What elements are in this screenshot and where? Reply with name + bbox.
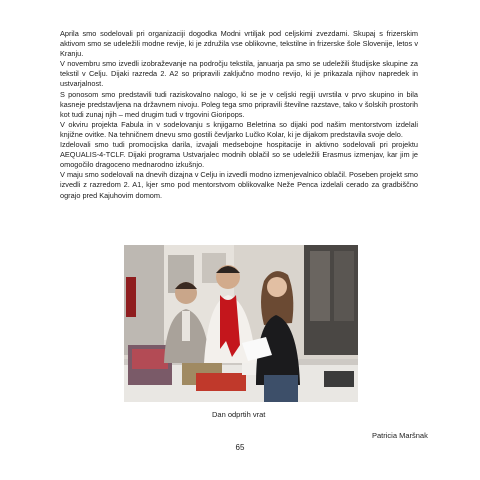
event-photo <box>124 245 358 402</box>
paragraph-5: Izdelovali smo tudi promocijska darila, izvajali medsebojne hospitacije in aktivno sodelovali pri projektu AEQUALIS-4-TCLF. Dijaki programa Ustvarjalec modnih oblačil so se udeležili Erasmus izmenjav, kar jim je omogočilo dragoceno mednarodno izkušnjo. <box>60 140 418 170</box>
author-name: Patricia Maršnak <box>372 431 428 440</box>
page-number: 65 <box>235 443 245 452</box>
paragraph-6: V maju smo sodelovali na dnevih dizajna v Celju in izvedli modno izmenjevalnico oblačil. Poseben projekt smo izvedli z razredom 2. A1, kjer smo pod mentorstvom oblikovalke Neže Penca izdelali cerado za gradbiščno ograjo pred Kajuhovim domom. <box>60 170 418 200</box>
paragraph-3: S ponosom smo predstavili tudi raziskovalno nalogo, ki se je v celjski regiji uvrstila v prvo skupino in bila kasneje predstavljena na državnem nivoju. Poleg tega smo pripravili številne razstave, tako v šolskih prostorih kot tudi zunaj njih – med drugim tudi v trgovini Gioripops. <box>60 89 418 119</box>
paragraph-1: Aprila smo sodelovali pri organizaciji dogodka Modni vrtiljak pod celjskimi zvezdami. Skupaj s frizerskim aktivom smo se udeležili modne revije, ki je združila vse oblikovne, tekstilne in frizerske šole Slovenije, letos v Kranju. <box>60 29 418 59</box>
paragraph-4: V okviru projekta Fabula in v sodelovanju s knjigarno Beletrina so dijaki pod našim mentorstvom izdelali knjižne ovitke. Na tehničnem dnevu smo gostili čevljarko Lučko Kolar, ki je dijakom predstavila svoje delo. <box>60 119 418 139</box>
paragraph-2: V novembru smo izvedli izobraževanje na področju tekstila, januarja pa smo se udeležili študijske skupine za tekstil v Celju. Dijaki razreda 2. A2 so pripravili zaključno modno revijo, ki je prikazala njihov napredek in ustvarjalnost. <box>60 59 418 89</box>
article-body <box>60 29 418 201</box>
photo-caption: Dan odprtih vrat <box>212 410 266 419</box>
